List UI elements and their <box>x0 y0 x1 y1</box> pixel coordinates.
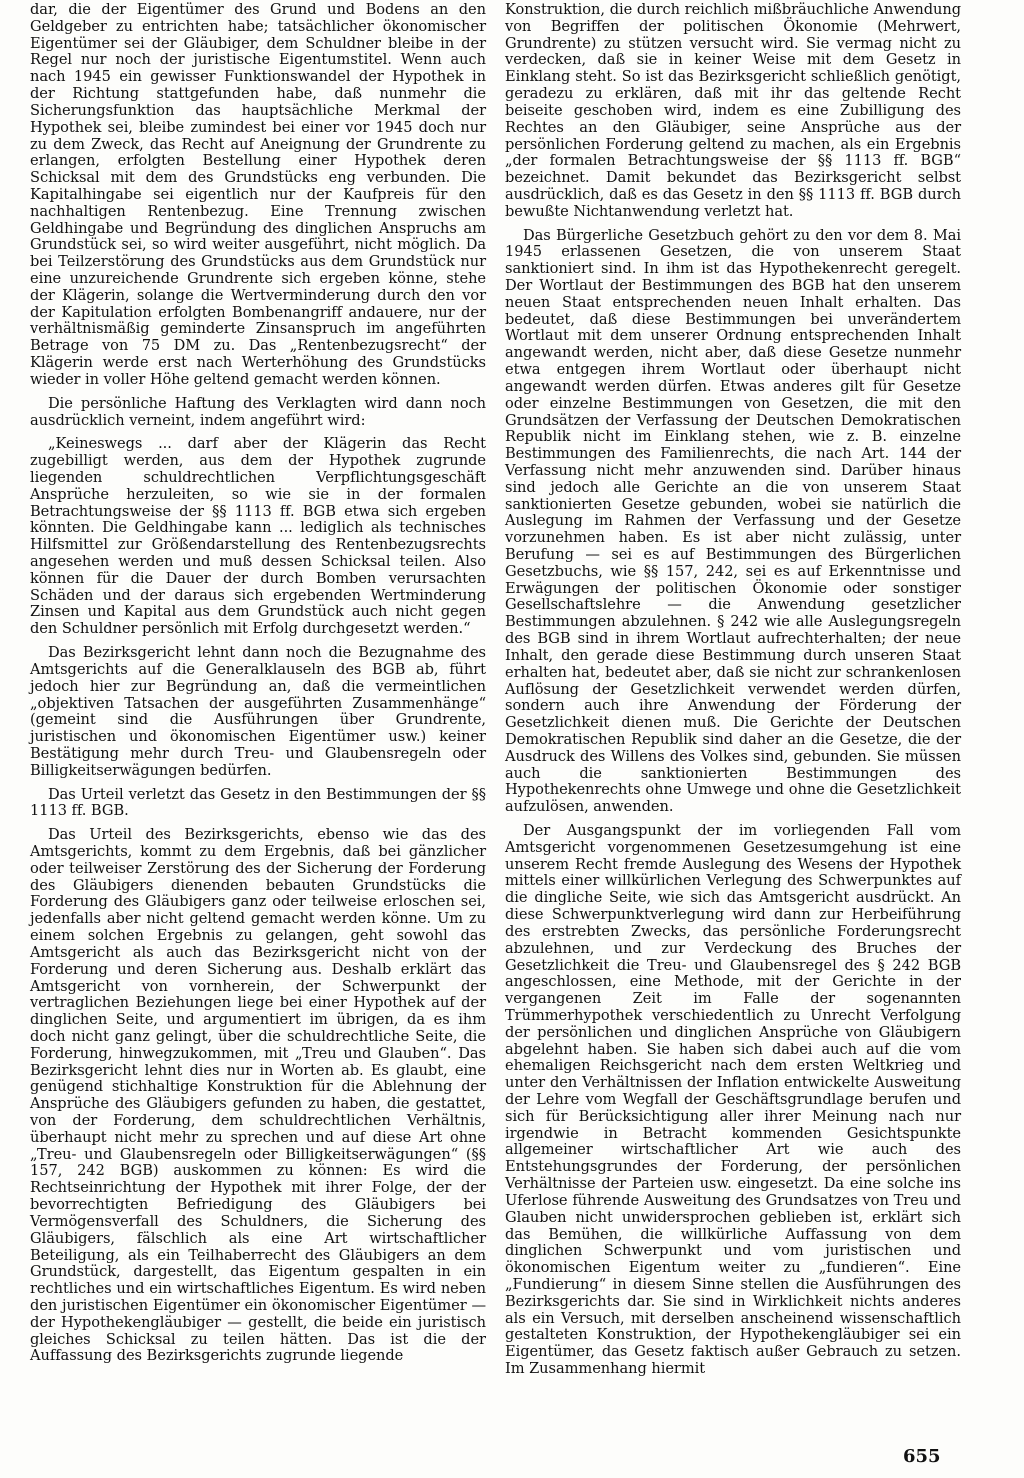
paragraph: „Keineswegs ... darf aber der Klägerin das Recht zugebilligt werden, aus dem der Hypothek zugrunde liegenden schuldrechtlichen Verpflichtungsgeschäft Ansprüche herzuleiten, so wie sie in der formalen Betrachtungsweise der §§ 1113 ff. BGB etwa sich ergeben könnten. Die Geldhingabe kann ... lediglich als technisches Hilfsmittel zur Größendarstellung des Rentenbezugsrechts angesehen werden und muß dessen Schicksal teilen. Also können für die Dauer der durch Bomben verursachten Schäden und der daraus sich ergebenden Wertminderung Zinsen und Kapital aus dem Grundstück auch nicht gegen den Schuldner persönlich mit Erfolg durchgesetzt werden.“ <box>30 435 486 638</box>
paragraph: Die persönliche Haftung des Verklagten wird dann noch ausdrücklich verneint, indem angeführt wird: <box>30 394 486 429</box>
paragraph: Der Ausgangspunkt der im vorliegenden Fall vom Amtsgericht vorgenommenen Gesetzesumgehung ist eine unserem Recht fremde Auslegung des Wesens der Hypothek mittels einer willkürlichen Verlegung des Schwerpunktes auf die dingliche Seite, wie sich das Amtsgericht ausdrückt. An diese Schwerpunktverlegung wird dann zur Herbeiführung des erstrebten Zwecks, das persönliche Forderungsrecht abzulehnen, und zur Verdeckung des Bruches der Gesetzlichkeit die Treu- und Glaubensregel des § 242 BGB angeschlossen, eine Methode, mit der Gerichte in der vergangenen Zeit im Falle der sogenannten Trümmerhypothek verschiedentlich zu Unrecht Verfolgung der persönlichen und dinglichen Ansprüche von Gläubigern abgelehnt haben. Sie haben sich dabei auch auf die vom ehemaligen Reichsgericht nach dem ersten Weltkrieg und unter den Verhältnissen der Inflation entwickelte Ausweitung der Lehre vom Wegfall der Geschäftsgrundlage berufen und sich für Berücksichtigung aller ihrer Meinung nach nur irgendwie in Betracht kommenden Gesichtspunkte allgemeiner wirtschaftlicher Art wie auch des Entstehungsgrundes der Forderung, der persönlichen Verhältnisse der Parteien usw. eingesetzt. Da eine solche ins Uferlose führende Ausweitung des Grundsatzes von Treu und Glauben nicht unwidersprochen geblieben ist, erklärt sich das Bemühen, die willkürliche Auffassung von dem dinglichen Schwerpunkt und vom juristischen und ökonomischen Eigentum weiter zu „fundieren“. Eine „Fundierung“ in diesem Sinne stellen die Ausführungen des Bezirksgerichts dar. Sie sind in Wirklichkeit nichts anderes als ein Versuch, mit derselben anscheinend wissenschaftlich gestalteten Konstruktion, der Hypothekengläubiger sei ein Eigentümer, das Gesetz faktisch außer Gebrauch zu setzen. Im Zusammenhang hiermit <box>505 822 961 1377</box>
right-text-column <box>505 2 961 1385</box>
paragraph: Konstruktion, die durch reichlich mißbräuchliche Anwendung von Begriffen der politischen Ökonomie (Mehrwert, Grundrente) zu stützen versucht wird. Sie vermag nicht zu verdecken, daß sie in keiner Weise mit dem Gesetz in Einklang steht. So ist das Bezirksgericht schließlich genötigt, geradezu zu erklären, daß mit ihr das geltende Recht beiseite geschoben wird, indem es eine Zubilligung des Rechtes an den Gläubiger, seine Ansprüche aus der persönlichen Forderung geltend zu machen, als ein Ergebnis „der formalen Betrachtungsweise der §§ 1113 ff. BGB“ bezeichnet. Damit bekundet das Bezirksgericht selbst ausdrücklich, daß es das Gesetz in den §§ 1113 ff. BGB durch bewußte Nichtanwendung verletzt hat. <box>505 1 961 220</box>
paragraph: Das Bezirksgericht lehnt dann noch die Bezugnahme des Amtsgerichts auf die Generalklauseln des BGB ab, führt jedoch hier zur Begründung an, daß die vermeintlichen „objektiven Tatsachen der ausgeführten Zusammenhänge“ (gemeint sind die Ausführungen über Grundrente, juristischen und ökonomischen Eigentümer usw.) keiner Bestätigung mehr durch Treu- und Glaubensregeln oder Billigkeitserwägungen bedürfen. <box>30 644 486 779</box>
page-number: 655 <box>903 1446 941 1467</box>
paragraph: Das Bürgerliche Gesetzbuch gehört zu den vor dem 8. Mai 1945 erlassenen Gesetzen, die von unserem Staat sanktioniert sind. In ihm ist das Hypothekenrecht geregelt. Der Wortlaut der Bestimmungen des BGB hat den unserem neuen Staat entsprechenden neuen Inhalt erhalten. Das bedeutet, daß diese Bestimmungen bei unverändertem Wortlaut mit dem unserer Ordnung entsprechenden Inhalt angewandt werden, nicht aber, daß diese Gesetze nunmehr etwa entgegen ihrem Wortlaut oder überhaupt nicht angewandt werden dürfen. Etwas anderes gilt für Gesetze oder einzelne Bestimmungen von Gesetzen, die mit den Grundsätzen der Verfassung der Deutschen Demokratischen Republik nicht im Einklang stehen, wie z. B. einzelne Bestimmungen des Familienrechts, die nach Art. 144 der Verfassung nicht mehr anzuwenden sind. Darüber hinaus sind jedoch alle Gerichte an die von unserem Staat sanktionierten Gesetze gebunden, wobei sie natürlich die Auslegung im Rahmen der Verfassung und der Gesetze vorzunehmen haben. Es ist aber nicht zulässig, unter Berufung — sei es auf Bestimmungen des Bürgerlichen Gesetzbuchs, wie §§ 157, 242, sei es auf Erkenntnisse und Erwägungen der politischen Ökonomie oder sonstiger Gesellschaftslehre — die Anwendung gesetzlicher Bestimmungen abzulehnen. § 242 wie alle Auslegungsregeln des BGB sind in ihrem Wortlaut aufrechterhalten; der neue Inhalt, den gerade diese Bestimmung durch unseren Staat erhalten hat, bedeutet aber, daß sie nicht zur schrankenlosen Auflösung der Gesetzlichkeit verwendet werden dürfen, sondern auch ihre Anwendung der Förderung der Gesetzlichkeit dienen muß. Die Gerichte der Deutschen Demokratischen Republik sind daher an die Gesetze, die der Ausdruck des Willens des Volkes sind, gebunden. Sie müssen auch die sanktionierten Bestimmungen des Hypothekenrechts ohne Umwege und ohne die Gesetzlichkeit aufzulösen, anwenden. <box>505 226 961 816</box>
paragraph: Das Urteil des Bezirksgerichts, ebenso wie das des Amtsgerichts, kommt zu dem Ergebnis, daß bei gänzlicher oder teilweiser Zerstörung des der Sicherung der Forderung des Gläubigers dienenden bebauten Grundstücks die Forderung des Gläubigers ganz oder teilweise erloschen sei, jedenfalls aber nicht geltend gemacht werden könne. Um zu einem solchen Ergebnis zu gelangen, geht sowohl das Amtsgericht als auch das Bezirksgericht nicht von der Forderung und deren Sicherung aus. Deshalb erklärt das Amtsgericht von vornherein, der Schwerpunkt der vertraglichen Beziehungen liege bei einer Hypothek auf der dinglichen Seite, und argumentiert im übrigen, da es ihm doch nicht ganz gelingt, über die schuldrechtliche Seite, die Forderung, hinwegzukommen, mit „Treu und Glauben“. Das Bezirksgericht lehnt dies nur in Worten ab. Es glaubt, eine genügend stichhaltige Konstruktion für die Ablehnung der Ansprüche des Gläubigers gefunden zu haben, die gestattet, von der Forderung, dem schuldrechtlichen Verhältnis, überhaupt nicht mehr zu sprechen und auf diese Art ohne „Treu- und Glaubensregeln oder Billigkeitserwägungen“ (§§ 157, 242 BGB) auskommen zu können: Es wird die Rechtseinrichtung der Hypothek mit ihrer Folge, der der bevorrechtigten Befriedigung des Gläubigers bei Vermögensverfall des Schuldners, die Sicherung des Gläubigers, fälschlich als eine Art wirtschaftlicher Beteiligung, als ein Teilhaberrecht des Gläubigers an dem Grundstück, dargestellt, das Eigentum gespalten in ein rechtliches und ein wirtschaftliches Eigentum. Es wird neben den juristischen Eigentümer ein ökonomischer Eigentümer — der Hypothekengläubiger — gestellt, die beide ein juristisch gleiches Schicksal zu teilen hätten. Das ist die der Auffassung des Bezirksgerichts zugrunde liegende <box>30 826 486 1365</box>
left-text-column <box>30 2 486 1372</box>
paragraph: Das Urteil verletzt das Gesetz in den Bestimmungen der §§ 1113 ff. BGB. <box>30 785 486 820</box>
paragraph: dar, die der Eigentümer des Grund und Bodens an den Geldgeber zu entrichten habe; tatsächlicher ökonomischer Eigentümer sei der Gläubiger, dem Schuldner bleibe in der Regel nur noch der juristische Eigentumstitel. Wenn auch nach 1945 ein gewisser Funktionswandel der Hypothek in der Richtung stattgefunden habe, daß nunmehr die Sicherungsfunktion das hauptsächliche Merkmal der Hypothek sei, bleibe zumindest bei einer vor 1945 doch nur zu dem Zweck, das Recht auf Aneignung der Grundrente zu erlangen, erfolgten Bestellung einer Hypothek deren Schicksal mit dem des Grundstücks eng verbunden. Die Kapitalhingabe sei eigentlich nur der Kaufpreis für den nachhaltigen Rentenbezug. Eine Trennung zwischen Geldhingabe und Begründung des dinglichen Anspruchs am Grundstück sei, so wird weiter ausgeführt, nicht möglich. Da bei Teilzerstörung des Grundstücks aus dem Grundstück nur eine unzureichende Grundrente sich ergeben könne, stehe der Klägerin, solange die Wertverminderung durch den vor der Kapitulation erfolgten Bombenangriff andauere, nur der verhältnismäßig geminderte Zinsanspruch im angeführten Betrage von 75 DM zu. Das „Rentenbezugsrecht“ der Klägerin werde erst nach Werterhöhung des Grundstücks wieder in voller Höhe geltend gemacht werden können. <box>30 1 486 388</box>
